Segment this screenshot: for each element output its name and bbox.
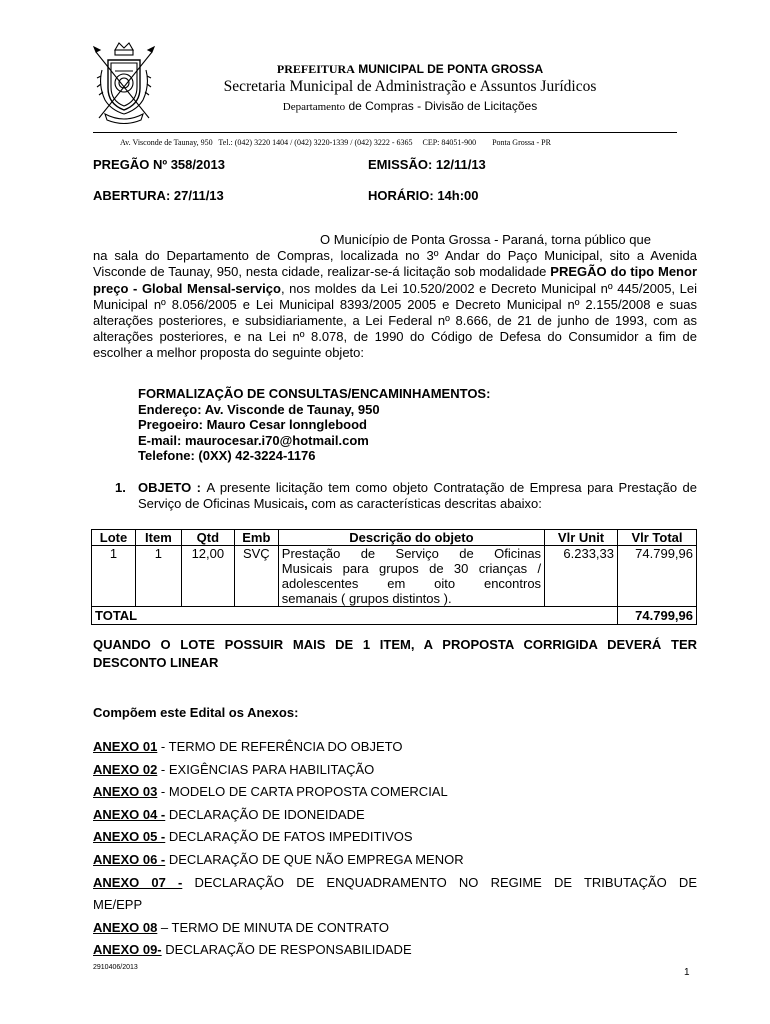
header-address: Av. Visconde de Taunay, 950 Tel.: (042) 3220 1404 / (042) 3220-1339 / (042) 3222 - 6365 CEP: 84051-900 Ponta Grossa - PR [120,138,551,147]
list-item: ANEXO 09- DECLARAÇÃO DE RESPONSABILIDADE [93,942,412,958]
emission-date: EMISSÃO: 12/11/13 [368,157,486,172]
cell-item: 1 [135,546,181,607]
opening-date: ABERTURA: 27/11/13 [93,188,224,203]
header-secretariat: Secretaria Municipal de Administração e Assuntos Jurídicos [223,78,597,95]
cell-emb: SVÇ [234,546,278,607]
list-item: ANEXO 03 - MODELO DE CARTA PROPOSTA COMERCIAL [93,784,448,800]
table-total-row [92,607,697,625]
header-divider [93,132,677,133]
cell-unit-value: 6.233,33 [545,546,618,607]
col-header-description: Descrição do objeto [278,530,544,546]
contact-phone: Telefone: (0XX) 42-3224-1176 [138,448,316,463]
table-header-row [92,530,697,546]
col-header-total-value: Vlr Total [618,530,697,546]
list-item: ANEXO 07 - DECLARAÇÃO DE ENQUADRAMENTO NO REGIME DE TRIBUTAÇÃO DE [93,874,697,890]
header-department: Departamento de Compras - Divisão de Licitações [282,99,538,113]
discount-notice: QUANDO O LOTE POSSUIR MAIS DE 1 ITEM, A PROPOSTA CORRIGIDA DEVERÁ TER DESCONTO LINEAR [93,637,697,670]
annexes-title: Compõem este Edital os Anexos: [93,705,299,720]
items-table [91,529,697,625]
cell-qtd: 12,00 [181,546,234,607]
list-item: ANEXO 05 - DECLARAÇÃO DE FATOS IMPEDITIVOS [93,829,413,845]
total-label: TOTAL [92,607,618,625]
page-number: 1 [684,967,690,978]
list-item: ANEXO 04 - DECLARAÇÃO DE IDONEIDADE [93,806,365,822]
list-item-continuation: ME/EPP [93,897,143,913]
cell-description: Prestação de Serviço de Oficinas Musicais para grupos de 30 crianças / adolescentes em oito encontros semanais ( grupos distintos ). [278,546,544,607]
opening-time: HORÁRIO: 14h:00 [368,188,479,203]
col-header-unit-value: Vlr Unit [545,530,618,546]
contact-address: Endereço: Av. Visconde de Taunay, 950 [138,401,380,417]
col-header-emb: Emb [234,530,278,546]
object-number: 1. [115,480,126,495]
annex-list [93,736,697,962]
intro-paragraph: O Município de Ponta Grossa - Paraná, torna público que na sala do Departamento de Compras, localizada no 3º Andar do Paço Municipal, sito a Avenida Visconde de Taunay, 950, nesta cidade, realizar-se-á licitação sob modalidade PREGÃO do tipo Menor preço - Global Mensal-serviço, nos moldes da Lei 10.520/2002 e Decreto Municipal nº 445/2005, Lei Municipal nº 8.056/2005 e Lei Municipal 8393/2005 2005 e Decreto Municipal nº 2.155/2008 e suas alterações posteriores, e subsidiariamente, a Lei Federal nº 8.666, de 21 de junho de 1993, com as alterações posteriores, e na Lei nº 8.078, de 1990 do Código de Defesa do Consumidor a fim de escolher a melhor proposta do seguinte objeto: [93,232,697,361]
pregao-number: PREGÃO Nº 358/2013 [93,157,225,172]
header-city-hall: PREFEITURA MUNICIPAL DE PONTA GROSSA [276,62,544,76]
total-value: 74.799,96 [618,607,697,625]
table-row [92,546,697,607]
contact-auctioneer: Pregoeiro: Mauro Cesar lonnglebood [138,417,367,432]
col-header-lote: Lote [92,530,136,546]
cell-lote: 1 [92,546,136,607]
list-item: ANEXO 02 - EXIGÊNCIAS PARA HABILITAÇÃO [93,761,375,777]
col-header-qtd: Qtd [181,530,234,546]
contact-title: FORMALIZAÇÃO DE CONSULTAS/ENCAMINHAMENTOS: [138,386,491,401]
contact-block [138,386,490,464]
list-item: ANEXO 01 - TERMO DE REFERÊNCIA DO OBJETO [93,739,403,754]
object-text: OBJETO : A presente licitação tem como objeto Contratação de Empresa para Prestação de Serviço de Oficinas Musicais, com as características descritas abaixo: [138,480,697,511]
list-item: ANEXO 08 – TERMO DE MINUTA DE CONTRATO [93,919,389,935]
footer-code: 2910406/2013 [93,964,138,971]
cell-total-value: 74.799,96 [618,546,697,607]
col-header-item: Item [135,530,181,546]
contact-email: E-mail: maurocesar.i70@hotmail.com [138,432,369,448]
list-item: ANEXO 06 - DECLARAÇÃO DE QUE NÃO EMPREGA MENOR [93,851,464,867]
